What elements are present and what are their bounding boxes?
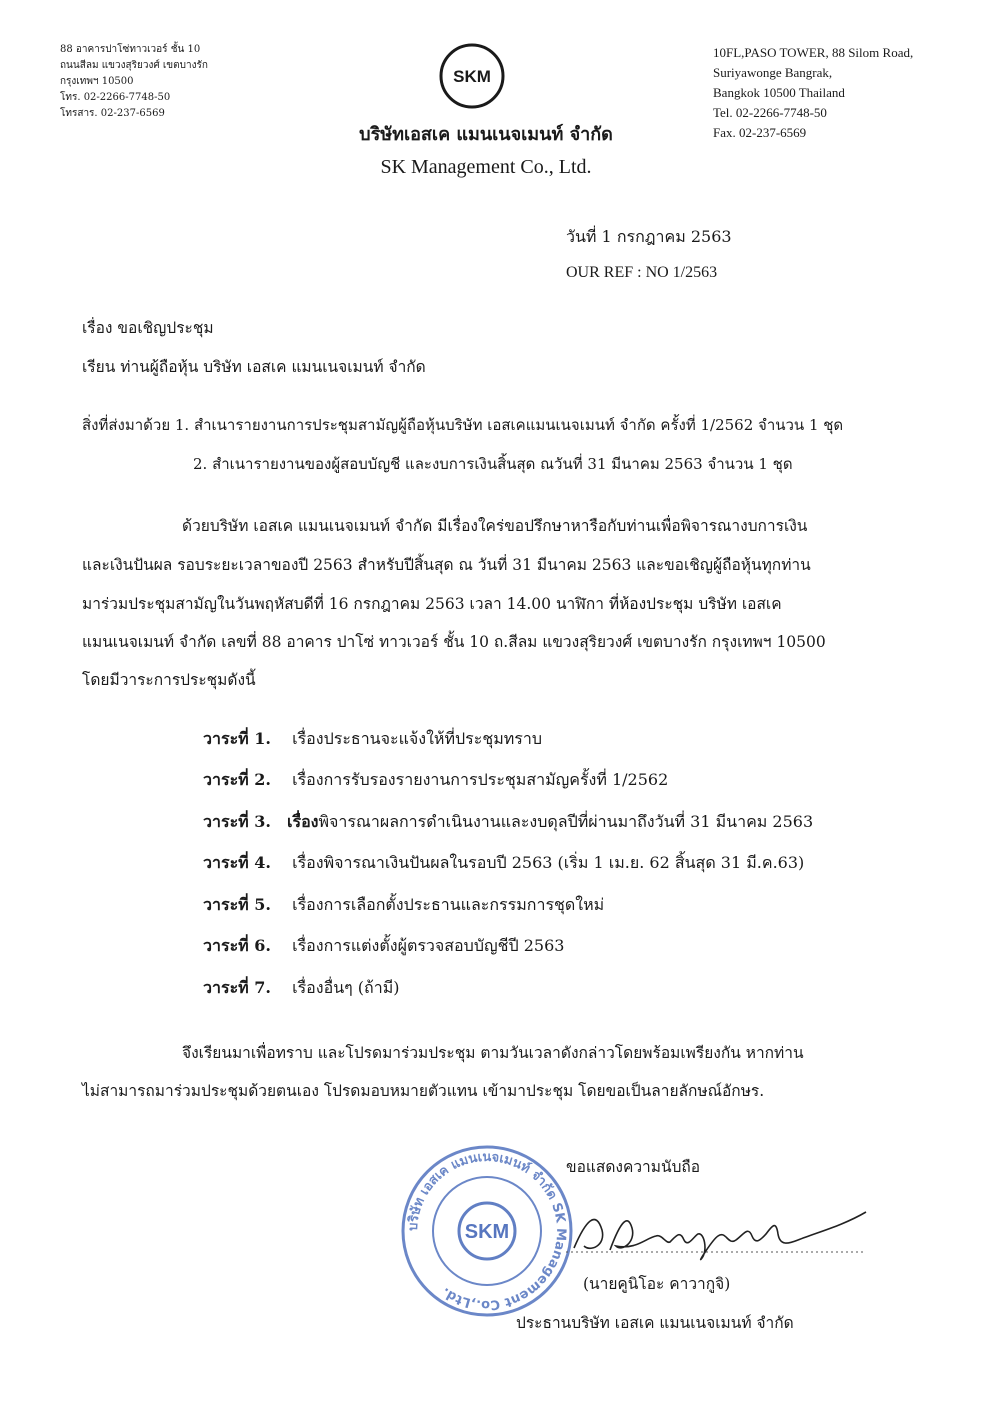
company-name-thai: บริษัทเอสเค แมนเนจเมนท์ จำกัด: [359, 124, 613, 145]
agenda-text-bold: เรื่อง: [287, 812, 319, 831]
agenda-label: วาระที่ 5.: [203, 895, 271, 914]
closing-line: จึงเรียนมาเพื่อทราบ และโปรดมาร่วมประชุม ตามวันเวลาดังกล่าวโดยพร้อมเพรียงกัน หากท่าน: [182, 1044, 804, 1062]
stamp-center-text: SKM: [464, 1221, 510, 1243]
agenda-text: เรื่องประธานจะแจ้งให้ที่ประชุมทราบ: [292, 729, 543, 748]
agenda-label: วาระที่ 1.: [203, 729, 271, 748]
agenda-text: เรื่องการรับรองรายงานการประชุมสามัญครั้งที่ 1/2562: [292, 770, 669, 789]
letter-date: วันที่ 1 กรกฎาคม 2563: [566, 227, 732, 246]
address-english-line: Bangkok 10500 Thailand: [713, 85, 845, 100]
regards: ขอแสดงความนับถือ: [566, 1158, 701, 1176]
agenda-text: เรื่องพิจารณาเงินปันผลในรอบปี 2563 (เริ่ม 1 เม.ย. 62 สิ้นสุด 31 มี.ค.63): [292, 853, 805, 872]
agenda-item-2: [203, 768, 668, 793]
handwritten-signature: [566, 1200, 876, 1270]
address-english-line: 10FL,PASO TOWER, 88 Silom Road,: [713, 45, 914, 60]
address-english: [713, 43, 913, 143]
address-thai-line: ถนนสีลม แขวงสุริยวงศ์ เขตบางรัก: [60, 60, 208, 71]
letter-reference: OUR REF : NO 1/2563: [566, 264, 718, 281]
agenda-item-1: [203, 727, 542, 752]
closing-line: ไม่สามารถมาร่วมประชุมด้วยตนเอง โปรดมอบหมายตัวแทน เข้ามาประชุม โดยขอเป็นลายลักษณ์อักษร.: [82, 1082, 765, 1100]
signer-name: (นายคูนิโอะ คาวากูจิ): [583, 1275, 731, 1293]
agenda-text: เรื่องการเลือกตั้งประธานและกรรมการชุดใหม่: [292, 895, 605, 914]
agenda-label: วาระที่ 7.: [203, 978, 271, 997]
company-logo: [438, 42, 506, 110]
logo-text: SKM: [453, 67, 491, 86]
agenda-label: วาระที่ 3.: [203, 812, 271, 831]
agenda-text: เรื่องอื่นๆ (ถ้ามี): [292, 978, 400, 997]
body-line: ด้วยบริษัท เอสเค แมนเนจเมนท์ จำกัด มีเรื่องใคร่ขอปรึกษาหารือกับท่านเพื่อพิจารณางบการเงิน: [182, 517, 808, 535]
agenda-label: วาระที่ 4.: [203, 853, 271, 872]
address-thai-line: 88 อาคารปาโซ่ทาวเวอร์ ชั้น 10: [60, 44, 201, 55]
company-name-english: SK Management Co., Ltd.: [380, 156, 592, 178]
agenda-item-6: [203, 934, 564, 959]
address-english-line: Tel. 02-2266-7748-50: [713, 105, 827, 120]
agenda-text: เรื่องการแต่งตั้งผู้ตรวจสอบบัญชีปี 2563: [292, 936, 565, 955]
body-line: มาร่วมประชุมสามัญในวันพฤหัสบดีที่ 16 กรกฎาคม 2563 เวลา 14.00 นาฬิกา ที่ห้องประชุม บริษัท เอสเค: [82, 595, 782, 613]
address-thai-line: โทรสาร. 02-237-6569: [60, 108, 165, 119]
signer-title: ประธานบริษัท เอสเค แมนเนจเมนท์ จำกัด: [516, 1314, 794, 1332]
agenda-item-5: [203, 893, 604, 918]
address-english-line: Fax. 02-237-6569: [713, 125, 807, 140]
enclosure-item-2: 2. สำเนารายงานของผู้สอบบัญชี และงบการเงินสิ้นสุด ณวันที่ 31 มีนาคม 2563 จำนวน 1 ชุด: [193, 455, 793, 473]
agenda-label: วาระที่ 2.: [203, 770, 271, 789]
company-stamp: [398, 1142, 576, 1320]
address-thai-line: โทร. 02-2266-7748-50: [60, 92, 171, 103]
address-thai-line: กรุงเทพฯ 10500: [60, 76, 134, 87]
body-line: และเงินปันผล รอบระยะเวลาของปี 2563 สำหรับปีสิ้นสุด ณ วันที่ 31 มีนาคม 2563 และขอเชิญผู้ถือหุ้นทุกท่าน: [82, 556, 811, 574]
letter-subject: เรื่อง ขอเชิญประชุม: [82, 319, 214, 337]
body-line: แมนเนจเมนท์ จำกัด เลขที่ 88 อาคาร ปาโซ่ ทาวเวอร์ ชั้น 10 ถ.สีลม แขวงสุริยวงศ์ เขตบางรัก กรุงเทพฯ 10500: [82, 633, 826, 651]
agenda-text: พิจารณาผลการดำเนินงานและงบดุลปีที่ผ่านมาถึงวันที่ 31 มีนาคม 2563: [318, 812, 814, 831]
agenda-item-3: [203, 810, 813, 835]
address-thai: [60, 42, 208, 122]
agenda-label: วาระที่ 6.: [203, 936, 271, 955]
stamp-ring-text: บริษัท เอสเค แมนเนจเมนท์ จำกัด SK Management Co.,Ltd.: [405, 1149, 569, 1313]
letter-recipient: เรียน ท่านผู้ถือหุ้น บริษัท เอสเค แมนเนจเมนท์ จำกัด: [82, 358, 426, 376]
body-line: โดยมีวาระการประชุมดังนี้: [82, 671, 256, 689]
address-english-line: Suriyawonge Bangrak,: [713, 65, 833, 80]
agenda-item-4: [203, 851, 804, 876]
agenda-item-7: [203, 976, 400, 1001]
enclosure-item-1: สิ่งที่ส่งมาด้วย 1. สำเนารายงานการประชุมสามัญผู้ถือหุ้นบริษัท เอสเคแมนเนจเมนท์ จำกัด ครั้งที่ 1/2562 จำนวน 1 ชุด: [82, 416, 844, 434]
